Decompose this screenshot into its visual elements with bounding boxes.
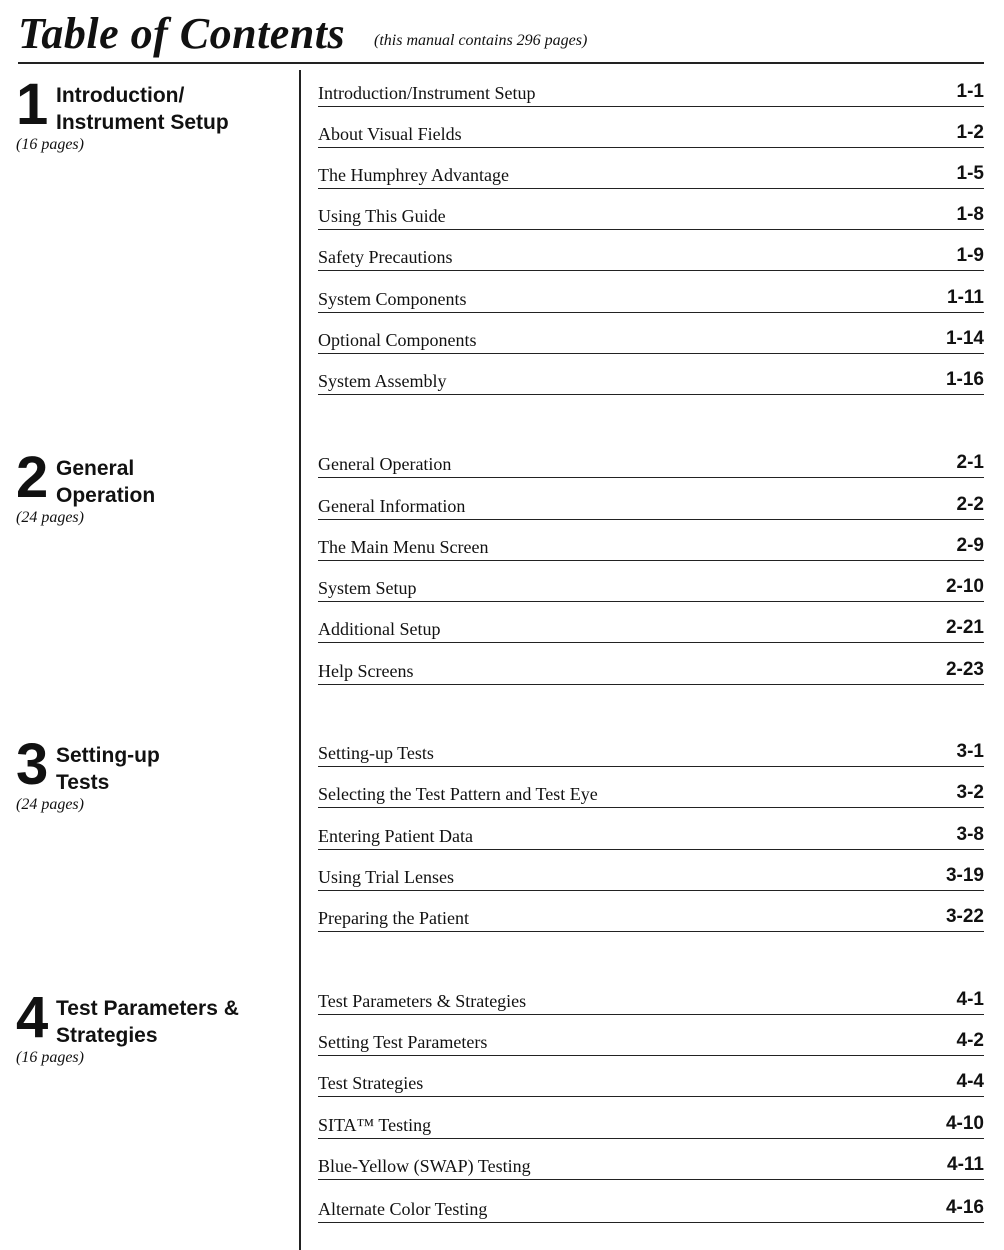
toc-entry[interactable] (318, 364, 984, 395)
toc-entry-title: Introduction/Instrument Setup (318, 83, 536, 103)
toc-entry-title: Selecting the Test Pattern and Test Eye (318, 784, 598, 804)
toc-entry-title: The Humphrey Advantage (318, 165, 509, 185)
toc-entry[interactable] (318, 571, 984, 602)
toc-entry[interactable] (318, 447, 984, 478)
chapter-number: 3 (16, 732, 49, 797)
toc-entry-page: 2-1 (956, 452, 984, 473)
toc-entry[interactable] (318, 984, 984, 1015)
toc-entry[interactable] (318, 1149, 984, 1180)
toc-entry-title: Test Strategies (318, 1073, 424, 1093)
toc-entry-page: 4-4 (956, 1071, 984, 1092)
toc-entry-page: 1-11 (947, 287, 984, 308)
toc-entry-page: 1-2 (956, 122, 984, 143)
toc-entry-title: Safety Precautions (318, 247, 453, 267)
toc-entry-title: Blue-Yellow (SWAP) Testing (318, 1156, 531, 1176)
chapter-title: General Operation (56, 457, 156, 507)
toc-entry[interactable] (318, 199, 984, 230)
toc-entry-page: 4-10 (945, 1113, 984, 1134)
chapter-title: Introduction/ Instrument Setup (56, 84, 229, 134)
toc-entry-page: 3-8 (956, 824, 984, 845)
toc-entry-page: 1-16 (945, 369, 984, 390)
toc-entry-title: Optional Components (318, 330, 477, 350)
chapter-title: Test Parameters & Strategies (56, 997, 239, 1047)
toc-entry-page: 4-2 (956, 1030, 984, 1051)
toc-entry-title: Help Screens (318, 661, 414, 681)
toc-entry[interactable] (318, 158, 984, 189)
toc-entry[interactable] (318, 240, 984, 271)
toc-entry[interactable] (318, 612, 984, 643)
toc-entry[interactable] (318, 1025, 984, 1056)
toc-entry[interactable] (318, 1192, 984, 1223)
toc-entry[interactable] (318, 1066, 984, 1097)
toc-entry-page: 1-1 (956, 81, 984, 102)
toc-entry-page: 2-23 (945, 659, 984, 680)
page-count-note: (this manual contains 296 pages) (374, 32, 588, 49)
toc-entry-page: 3-19 (945, 865, 984, 886)
toc-entry-page: 1-5 (956, 163, 984, 184)
toc-entry-title: About Visual Fields (318, 124, 462, 144)
toc-entry-page: 1-8 (956, 204, 984, 225)
toc-entry-page: 3-22 (945, 906, 984, 927)
toc-entry-title: Alternate Color Testing (318, 1199, 488, 1219)
toc-entry-title: System Components (318, 289, 467, 309)
toc-entry[interactable] (318, 860, 984, 891)
toc-entry-title: General Operation (318, 454, 452, 474)
chapter-number: 2 (16, 445, 49, 510)
toc-entry-page: 3-1 (956, 741, 984, 762)
chapter-title: Setting-up Tests (56, 744, 160, 794)
toc-entry-page: 3-2 (956, 782, 984, 803)
toc-entry-title: Using This Guide (318, 206, 446, 226)
toc-entry[interactable] (318, 736, 984, 767)
toc-entry-page: 2-2 (956, 494, 984, 515)
toc-entry[interactable] (318, 530, 984, 561)
toc-entry-title: Using Trial Lenses (318, 867, 455, 887)
toc-entry-page: 4-1 (956, 989, 984, 1010)
toc-entry[interactable] (318, 1108, 984, 1139)
chapter-number: 1 (16, 72, 49, 137)
toc-entry[interactable] (318, 489, 984, 520)
toc-entry-title: General Information (318, 496, 466, 516)
toc-entry[interactable] (318, 323, 984, 354)
toc-entry-page: 4-16 (945, 1197, 984, 1218)
toc-entry-page: 1-9 (956, 245, 984, 266)
toc-entry-title: Entering Patient Data (318, 826, 473, 846)
toc-entry-page: 2-10 (945, 576, 984, 597)
column-divider (299, 70, 301, 1250)
chapter-page-count: (24 pages) (16, 796, 84, 813)
toc-entry-title: Setting Test Parameters (318, 1032, 488, 1052)
toc-entry-title: System Setup (318, 578, 417, 598)
page-title: Table of Contents (18, 9, 346, 58)
toc-entry[interactable] (318, 282, 984, 313)
chapter-number: 4 (16, 985, 49, 1050)
toc-entry-page: 2-21 (945, 617, 984, 638)
toc-entry-page: 4-11 (947, 1154, 984, 1175)
toc-entry-title: Preparing the Patient (318, 908, 469, 928)
toc-entry[interactable] (318, 654, 984, 685)
toc-entry[interactable] (318, 777, 984, 808)
toc-entry-title: SITA™ Testing (318, 1115, 432, 1135)
toc-entry-title: The Main Menu Screen (318, 537, 489, 557)
toc-entry[interactable] (318, 901, 984, 932)
chapter-page-count: (16 pages) (16, 1049, 84, 1066)
toc-entry-page: 2-9 (956, 535, 984, 556)
page-header (18, 6, 984, 64)
toc-entry[interactable] (318, 76, 984, 107)
toc-entry-title: System Assembly (318, 371, 447, 391)
chapter-page-count: (24 pages) (16, 509, 84, 526)
toc-entry-title: Test Parameters & Strategies (318, 991, 527, 1011)
toc-entry[interactable] (318, 117, 984, 148)
toc-entry[interactable] (318, 819, 984, 850)
toc-entry-page: 1-14 (945, 328, 984, 349)
toc-entry-title: Additional Setup (318, 619, 441, 639)
chapter-page-count: (16 pages) (16, 136, 84, 153)
toc-entry-title: Setting-up Tests (318, 743, 434, 763)
